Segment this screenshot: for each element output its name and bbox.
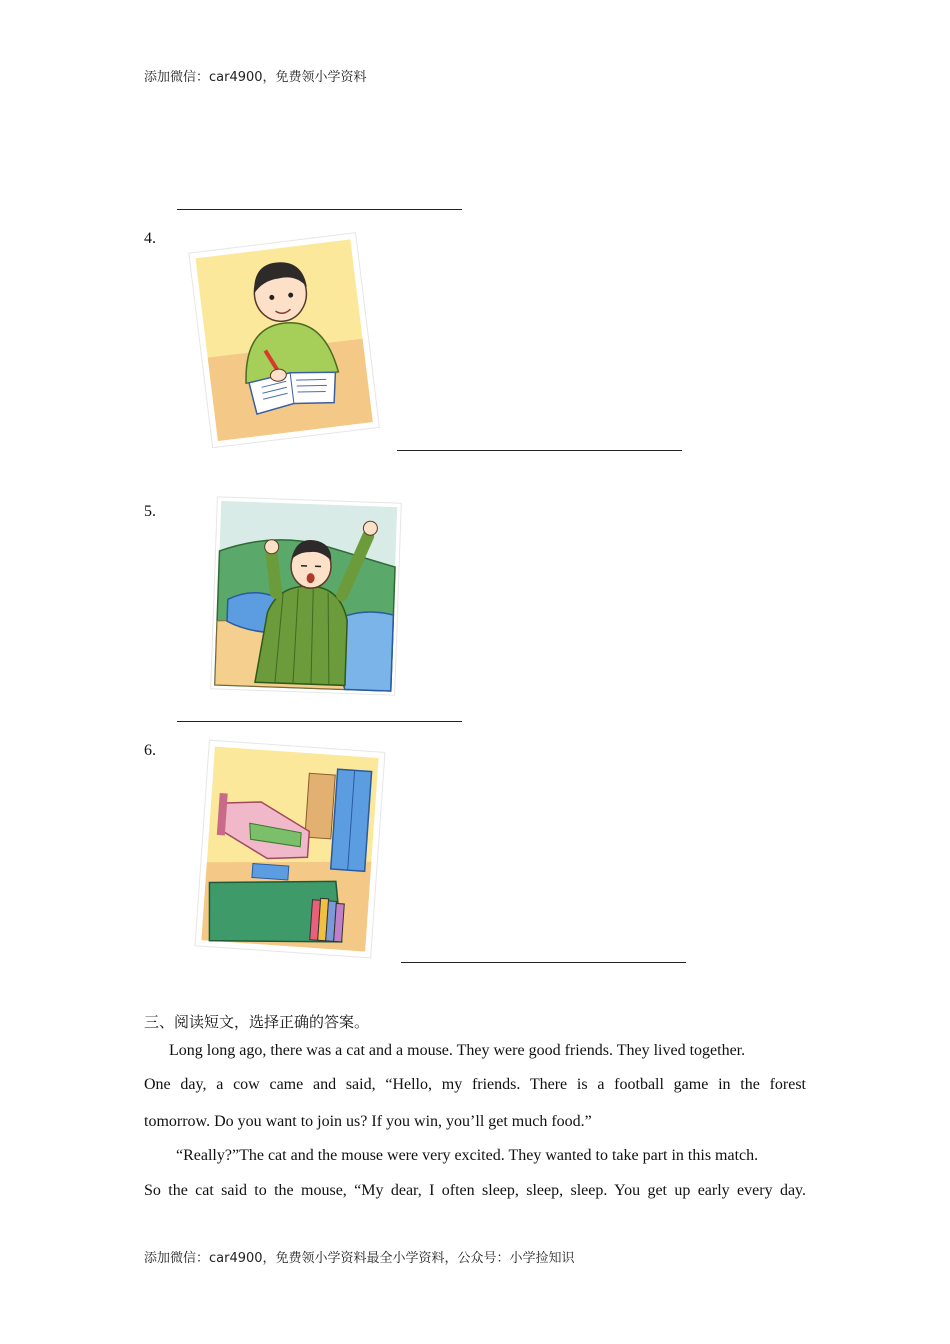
passage-line: So the cat said to the mouse, “My dear, I often sleep, sleep, sleep. You get up early every day. (144, 1182, 806, 1199)
boy-writing-image (186, 228, 386, 450)
boy-waking-up-image (208, 494, 404, 698)
passage-line: Long long ago, there was a cat and a mouse. They were good friends. They lived together. (169, 1042, 746, 1059)
item-number: 6. (144, 742, 156, 759)
item-number: 5. (144, 503, 156, 520)
footer-text: 添加微信：car4900，免费领小学资料最全小学资料，公众号：小学捡知识 (144, 1251, 575, 1266)
passage-line: One day, a cow came and said, “Hello, my friends. There is a football game in the forest (144, 1076, 806, 1093)
header-text: 添加微信：car4900，免费领小学资料 (144, 70, 367, 85)
item-number: 4. (144, 230, 156, 247)
answer-line (177, 721, 462, 722)
answer-line (177, 209, 462, 210)
section-heading: 三、阅读短文，选择正确的答案。 (144, 1013, 370, 1031)
bedroom-image (188, 738, 390, 960)
answer-line (397, 450, 682, 451)
answer-line (401, 962, 686, 963)
passage-line: “Really?”The cat and the mouse were very excited. They wanted to take part in this match. (176, 1147, 759, 1164)
passage-line: tomorrow. Do you want to join us? If you win, you’ll get much food.” (144, 1113, 592, 1130)
